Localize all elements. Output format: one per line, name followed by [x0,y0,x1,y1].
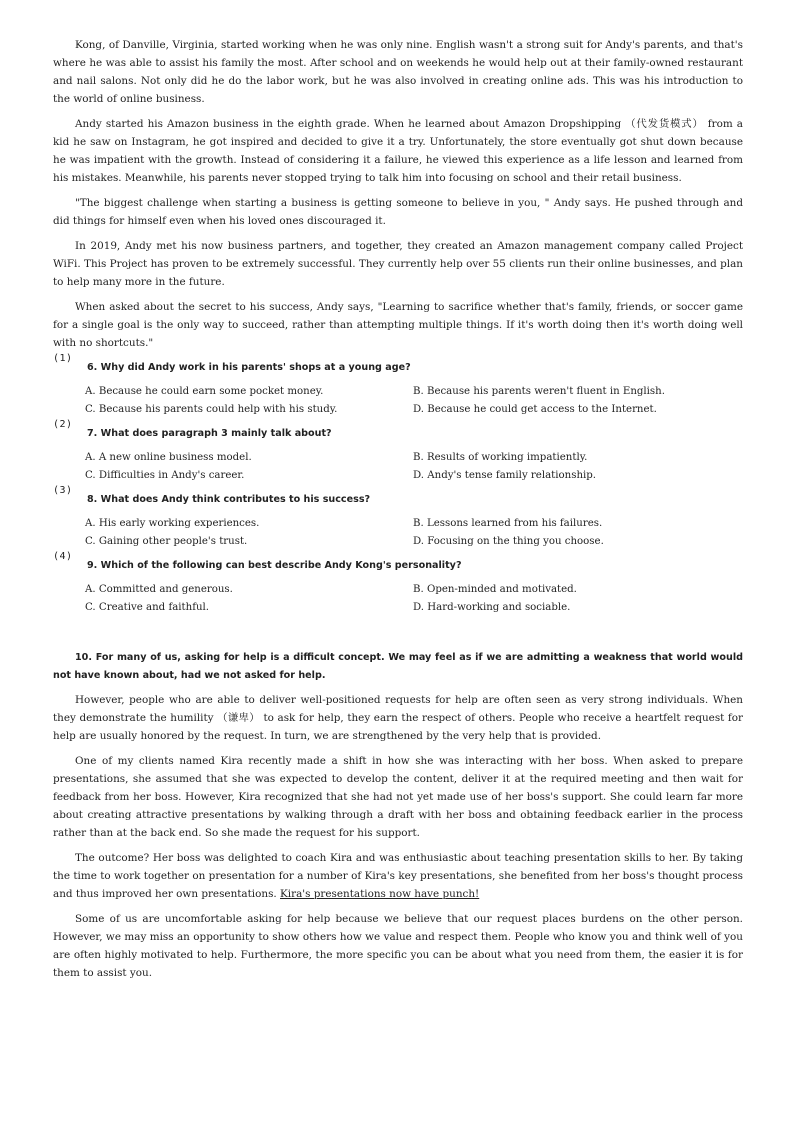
passage1-paragraph-2: Andy started his Amazon business in the eighth grade. When he learned about Amazon Dropshipping （代发货模式） from a kid he saw on Instagram, he got inspired and decided to give it a try. Unfortunately, the store eventually got shut down because he was impatient with the growth. Instead of considering it a failure, he viewed this experience as a life lesson and learned from his mistakes. Meanwhile, his parents never stopped trying to talk him into focusing on school and their retail business. [53,118,743,184]
document-page [53,36,743,989]
option-d: D. Hard-working and sociable. [413,602,571,613]
option-a: A. His early working experiences. [85,518,260,529]
option-b: B. Lessons learned from his failures. [413,518,603,529]
question-stem: 7. What does paragraph 3 mainly talk about? [87,428,332,439]
option-b: B. Open-minded and motivated. [413,584,577,595]
option-c: C. Difficulties in Andy's career. [85,470,245,481]
paragraph-text: The outcome? Her boss was delighted to coach Kira and was enthusiastic about teaching presentation skills to her. By taking the time to work together on presentation for a number of Kira's key presentations, she benefited from her boss's thought process and thus improved her own presentations. [53,852,743,900]
option-a: A. A new online business model. [85,452,252,463]
question-9 [53,551,743,575]
question-7-options [53,449,743,485]
passage2-paragraph-2: One of my clients named Kira recently made a shift in how she was interacting with her boss. When asked to prepare presentations, she assumed that she was expected to develop the content, deliver it at the required meeting and then wait for feedback from her boss. However, Kira recognized that she had not yet made use of her boss's support. She could learn far more about creating attractive presentations by walking through a draft with her boss and obtaining feedback earlier in the process rather than at the back end. So she made the request for his support. [53,755,743,839]
passage1-paragraph-1: Kong, of Danville, Virginia, started working when he was only nine. English wasn't a strong suit for Andy's parents, and that's where he was able to assist his family the most. After school and on weekends he would help out at their family-owned restaurant and nail salons. Not only did he do the labor work, but he was also involved in creating online ads. This was his introduction to the world of online business. [53,39,743,105]
question-7 [53,419,743,443]
option-c: C. Because his parents could help with his study. [85,404,338,415]
question-number: (3) [53,485,73,496]
question-stem: 9. Which of the following can best describe Andy Kong's personality? [87,560,462,571]
question-number: (2) [53,419,73,430]
question-6 [53,353,743,377]
passage1-paragraph-5: When asked about the secret to his success, Andy says, "Learning to sacrifice whether that's family, friends, or soccer game for a single goal is the only way to succeed, rather than attempting multiple things. If it's worth doing then it's worth doing well with no shortcuts." [53,301,743,349]
question-6-options [53,383,743,419]
passage2-paragraph-4: Some of us are uncomfortable asking for help because we believe that our request places burdens on the other person. However, we may miss an opportunity to show others how we value and respect them. People who know you and think well of you are often highly motivated to help. Furthermore, the more specific you can be about what you need from them, the easier it is for them to assist you. [53,913,743,979]
question-10-prompt: 10. For many of us, asking for help is a difficult concept. We may feel as if we are admitting a weakness that world would not have known about, had we not asked for help. [53,652,743,681]
question-9-options [53,581,743,617]
question-stem: 6. Why did Andy work in his parents' shops at a young age? [87,362,411,373]
option-c: C. Creative and faithful. [85,602,210,613]
option-d: D. Because he could get access to the Internet. [413,404,657,415]
question-8 [53,485,743,509]
passage2-paragraph-1: However, people who are able to deliver well-positioned requests for help are often seen as very strong individuals. When they demonstrate the humility （谦卑） to ask for help, they earn the respect of others. People who receive a heartfelt request for help are usually honored by the request. In turn, we are strengthened by the very help that is provided. [53,694,743,742]
option-d: D. Focusing on the thing you choose. [413,536,604,547]
question-number: (4) [53,551,73,562]
option-d: D. Andy's tense family relationship. [413,470,597,481]
question-stem: 8. What does Andy think contributes to his success? [87,494,371,505]
underlined-sentence: Kira's presentations now have punch! [280,888,480,900]
section-spacer [53,623,743,649]
question-8-options [53,515,743,551]
option-b: B. Results of working impatiently. [413,452,588,463]
option-b: B. Because his parents weren't fluent in English. [413,386,665,397]
option-c: C. Gaining other people's trust. [85,536,248,547]
question-number: (1) [53,353,73,364]
option-a: A. Because he could earn some pocket money. [85,386,324,397]
option-a: A. Committed and generous. [85,584,233,595]
passage1-paragraph-3: "The biggest challenge when starting a business is getting someone to believe in you, " Andy says. He pushed through and did things for himself even when his loved ones discouraged it. [53,197,743,227]
passage1-paragraph-4: In 2019, Andy met his now business partners, and together, they created an Amazon management company called Project WiFi. This Project has proven to be extremely successful. They currently help over 55 clients run their online businesses, and plan to help many more in the future. [53,240,743,288]
passage2-paragraph-3 [53,849,743,903]
